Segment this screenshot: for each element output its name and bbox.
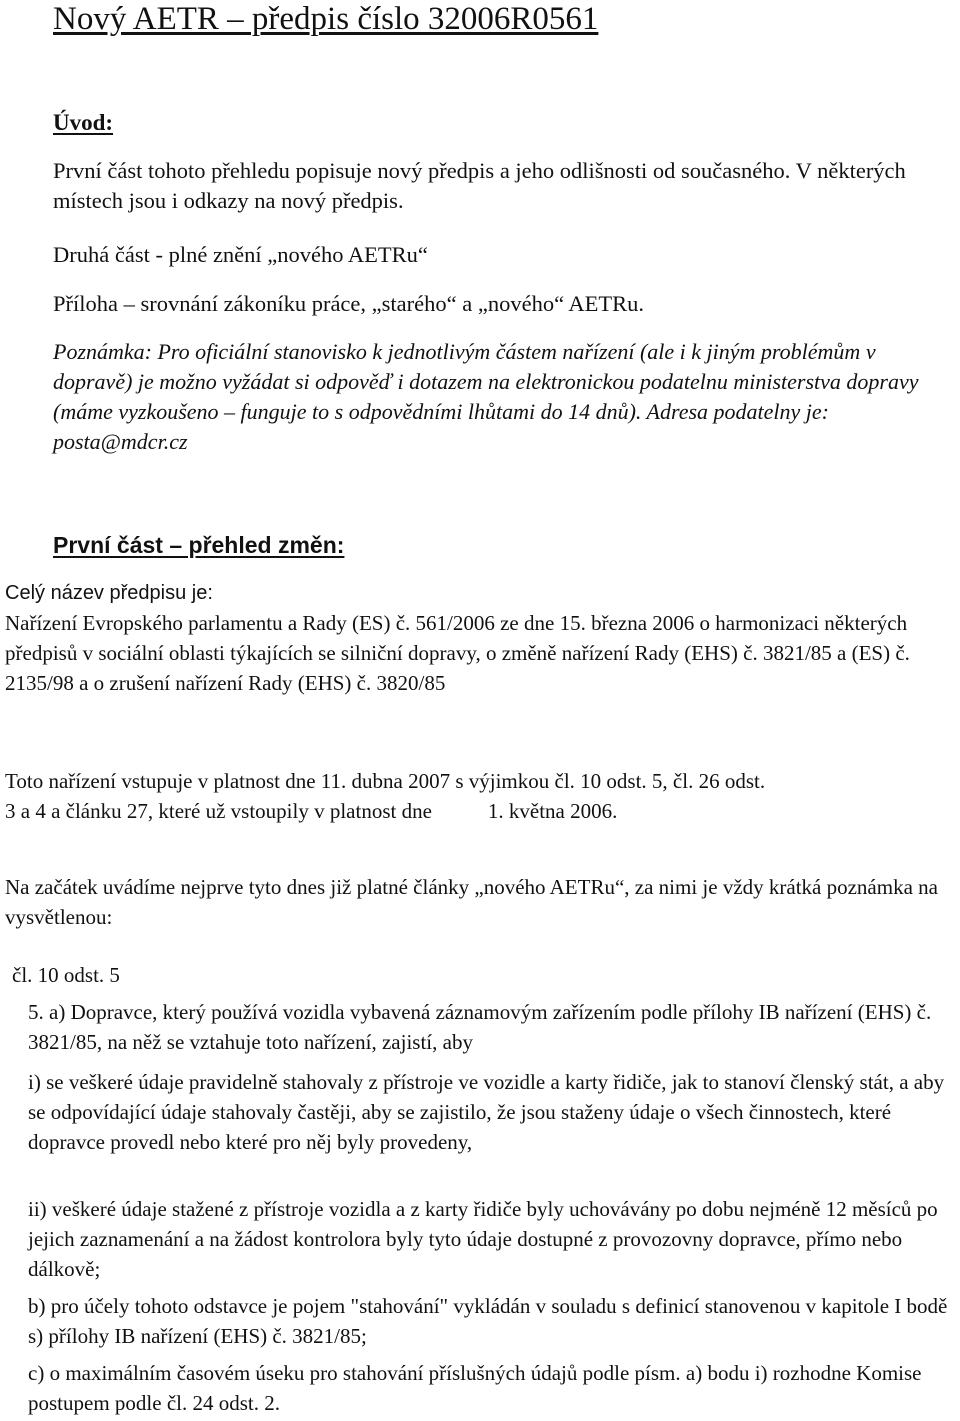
list-item: 5. a) Dopravce, který používá vozidla vybavená záznamovým zařízením podle přílohy IB nařízení (EHS) č. 3821/85, na něž se vztahuje toto nařízení, zajistí, aby: [28, 1000, 932, 1054]
articles-intro: Na začátek uvádíme nejprve tyto dnes již platné články „nového AETRu“, za nimi je vždy krátká poznámka na vysvětlenou:: [5, 875, 938, 929]
list-item: b) pro účely tohoto odstavce je pojem "stahování" vykládán v souladu s definicí stanovenou v kapitole I bodě s) přílohy IB nařízení (EHS) č. 3821/85;: [28, 1294, 948, 1348]
intro-paragraph: První část tohoto přehledu popisuje nový předpis a jeho odlišnosti od současného. V některých místech jsou i odkazy na nový předpis.: [53, 158, 906, 213]
validity-line-1: Toto nařízení vstupuje v platnost dne 11. dubna 2007 s výjimkou čl. 10 odst. 5, čl. 26 odst.: [5, 769, 766, 793]
list-item: c) o maximálním časovém úseku pro stahování příslušných údajů podle písm. a) bodu i) rozhodne Komise postupem podle čl. 24 odst. 2.: [28, 1361, 922, 1415]
regulation-name-text: Nařízení Evropského parlamentu a Rady (ES) č. 561/2006 ze dne 15. března 2006 o harmonizaci některých předpisů v sociální oblasti týkajících se silniční dopravy, o změně nařízení Rady (EHS) č. 3821/85 a (ES) č. 2135/98 a o zrušení nařízení Rady (EHS) č. 3820/85: [5, 611, 910, 695]
validity-line-2: [5, 796, 955, 826]
validity-date: 1. května 2006.: [487, 799, 618, 823]
intro-note: Poznámka: Pro oficiální stanovisko k jednotlivým částem nařízení (ale i k jiným problémům v dopravě) je možno vyžádat si odpověď i dotazem na elektronickou podatelnu ministerstva dopravy (máme vyzkoušeno – funguje to s odpovědními lhůtami do 14 dnů). Adresa podatelny je: posta@mdcr.cz: [53, 339, 919, 454]
article-reference: čl. 10 odst. 5: [12, 963, 120, 987]
intro-appendix-line: Příloha – srovnání zákoníku práce, „starého“ a „nového“ AETRu.: [53, 291, 645, 316]
list-item: ii) veškeré údaje stažené z přístroje vozidla a z karty řidiče byly uchovávány po dobu nejméně 12 měsíců po jejich zaznamenání a na žádost kontrolora byly tyto údaje dostupné z provozovny dopravce, přímo nebo dálkově;: [28, 1197, 938, 1281]
intro-heading: Úvod:: [53, 110, 114, 135]
list-item: i) se veškeré údaje pravidelně stahovaly z přístroje ve vozidle a karty řidiče, jak to stanoví členský stát, a aby se odpovídající údaje stahovaly častěji, aby se zajistilo, že jsou staženy údaje o všech činnostech, které dopravce provedl nebo které pro něj byly provedeny,: [28, 1070, 945, 1154]
part-one-heading: První část – přehled změn:: [53, 532, 345, 558]
intro-part-two-line: Druhá část - plné znění „nového AETRu“: [53, 242, 428, 267]
validity-line-2-text: 3 a 4 a článku 27, které už vstoupily v platnost dne: [5, 799, 432, 823]
document-title: Nový AETR – předpis číslo 32006R0561: [53, 1, 599, 37]
regulation-name-label: Celý název předpisu je:: [5, 582, 213, 604]
